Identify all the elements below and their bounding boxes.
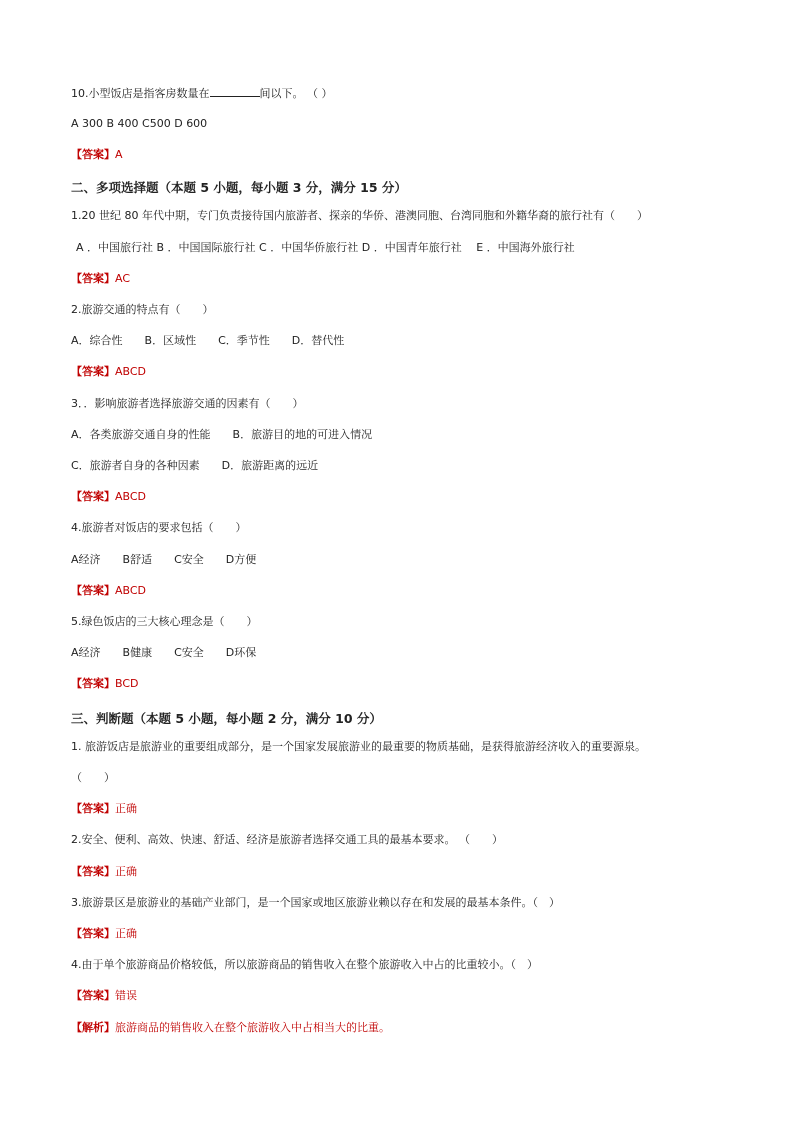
- question-2-5-answer: [71, 677, 139, 691]
- answer-value: ABCD: [115, 365, 147, 378]
- answer-label: 【答案】: [71, 272, 115, 285]
- answer-value: BCD: [115, 677, 139, 690]
- answer-label: 【答案】: [71, 989, 115, 1002]
- question-2-2-answer: [71, 365, 146, 379]
- answer-value: 正确: [115, 865, 137, 878]
- question-3-4: 4.由于单个旅游商品价格较低，所以旅游商品的销售收入在整个旅游收入中占的比重较小。（ ）: [71, 958, 538, 971]
- answer-value: ABCD: [115, 490, 147, 503]
- section-title-true-false: 三、判断题（本题 5 小题，每小题 2 分，满分 10 分）: [71, 711, 382, 726]
- question-3-1-paren: （ ）: [71, 771, 115, 784]
- answer-label: 【答案】: [71, 584, 115, 597]
- answer-label: 【答案】: [71, 927, 115, 940]
- explanation-text: 旅游商品的销售收入在整个旅游收入中占相当大的比重。: [115, 1021, 390, 1034]
- answer-label: 【答案】: [71, 365, 115, 378]
- question-2-1-answer: [71, 272, 130, 286]
- fill-blank: [210, 86, 260, 97]
- answer-label: 【答案】: [71, 677, 115, 690]
- explanation-label: 【解析】: [71, 1021, 115, 1034]
- question-2-4-answer: [71, 584, 146, 598]
- section-title-multiple-choice: 二、多项选择题（本题 5 小题，每小题 3 分，满分 15 分）: [71, 180, 407, 195]
- question-text: 10.小型饭店是指客房数量在: [71, 87, 210, 100]
- question-3-3: 3.旅游景区是旅游业的基础产业部门，是一个国家或地区旅游业赖以存在和发展的最基本条件。（ ）: [71, 896, 560, 909]
- question-10: [71, 86, 333, 101]
- question-text-tail: 间以下。 （ ）: [259, 87, 333, 100]
- answer-value: 正确: [115, 802, 137, 815]
- question-10-options: A 300 B 400 C500 D 600: [71, 117, 208, 130]
- question-2-3-answer: [71, 490, 146, 504]
- answer-value: 错误: [115, 989, 137, 1002]
- question-2-2: 2.旅游交通的特点有（ ）: [71, 303, 214, 316]
- question-2-3: 3．．影响旅游者选择旅游交通的因素有（ ）: [71, 397, 304, 410]
- question-3-4-answer: [71, 989, 137, 1003]
- answer-value: 正确: [115, 927, 137, 940]
- question-3-1-answer: [71, 802, 137, 816]
- question-10-answer: [71, 148, 123, 162]
- question-2-2-options: A．综合性 B．区域性 C．季节性 D．替代性: [71, 334, 345, 347]
- answer-value: AC: [115, 272, 131, 285]
- question-3-2-answer: [71, 865, 137, 879]
- answer-label: 【答案】: [71, 148, 115, 161]
- answer-label: 【答案】: [71, 802, 115, 815]
- question-2-4: 4.旅游者对饭店的要求包括（ ）: [71, 521, 247, 534]
- question-2-5-options: A经济 B健康 C安全 D环保: [71, 646, 257, 659]
- answer-label: 【答案】: [71, 490, 115, 503]
- answer-label: 【答案】: [71, 865, 115, 878]
- question-3-1: 1. 旅游饭店是旅游业的重要组成部分，是一个国家发展旅游业的最重要的物质基础，是获得旅游经济收入的重要源泉。: [71, 740, 646, 753]
- question-2-1-options: A ．中国旅行社 B ．中国国际旅行社 C ．中国华侨旅行社 D ．中国青年旅行社 E ．中国海外旅行社: [76, 241, 575, 254]
- question-2-5: 5.绿色饭店的三大核心理念是（ ）: [71, 615, 258, 628]
- answer-value: A: [115, 148, 123, 161]
- question-2-3-options-2: C．旅游者自身的各种因素 D．旅游距离的远近: [71, 459, 319, 472]
- question-3-3-answer: [71, 927, 137, 941]
- question-2-1: 1.20 世纪 80 年代中期，专门负责接待国内旅游者、探亲的华侨、港澳同胞、台湾同胞和外籍华裔的旅行社有（ ）: [71, 209, 648, 222]
- question-3-4-explanation: [71, 1021, 390, 1035]
- answer-value: ABCD: [115, 584, 147, 597]
- question-3-2: 2.安全、便利、高效、快速、舒适、经济是旅游者选择交通工具的最基本要求。 （ ）: [71, 833, 503, 846]
- question-2-4-options: A经济 B舒适 C安全 D方便: [71, 553, 257, 566]
- question-2-3-options-1: A．各类旅游交通自身的性能 B．旅游目的地的可进入情况: [71, 428, 373, 441]
